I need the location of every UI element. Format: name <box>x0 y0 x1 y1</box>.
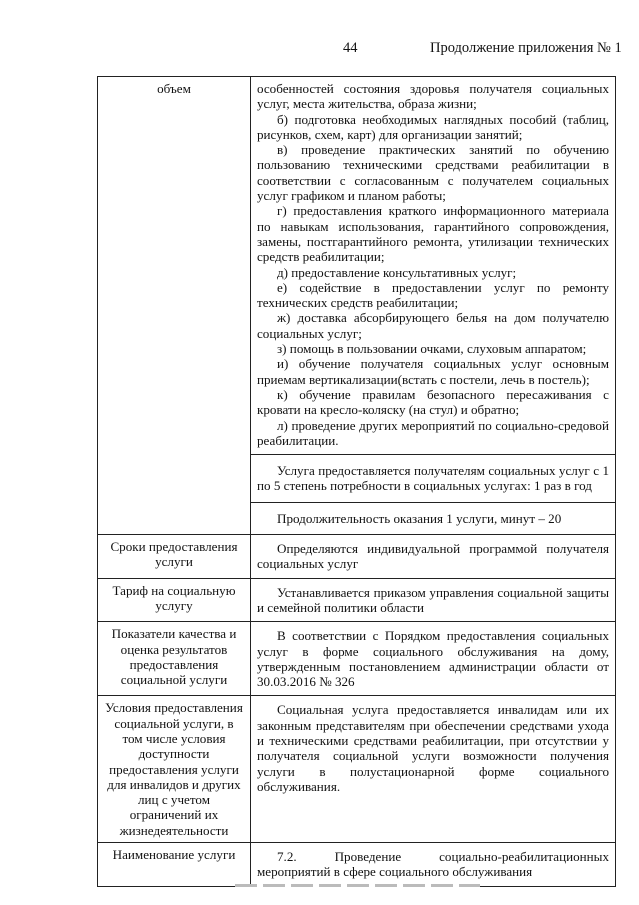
quality-cell <box>251 622 616 696</box>
service-table <box>97 76 616 887</box>
table-row <box>98 622 616 696</box>
list-item: е) содействие в предоставлении услуг по ремонту технических средств реабилитации; <box>257 279 609 311</box>
volume-items <box>251 77 616 455</box>
continuation-header: Продолжение приложения № 1 <box>430 40 622 56</box>
duration-cell <box>251 502 616 534</box>
conditions-cell <box>251 696 616 843</box>
row-label-conditions: Условия предоставления социальной услуги, в том числе условия доступности предоставления услуги для инвалидов и других лиц с учетом ограничений их жизнедеятельности <box>98 696 251 843</box>
page-number: 44 <box>343 40 358 56</box>
list-item: и) обучение получателя социальных услуг основным приемам вертикализации(встать с постели, лечь в постель); <box>257 356 609 387</box>
list-item: б) подготовка необходимых наглядных пособий (таблиц, рисунков, схем, карт) для организации занятий; <box>257 111 609 142</box>
row-label-terms: Сроки предоставления услуги <box>98 535 251 579</box>
row-label-volume: объем <box>98 77 251 535</box>
table-row <box>98 578 616 622</box>
list-item: з) помощь в пользовании очками, слуховым аппаратом; <box>277 341 587 357</box>
row-label-tariff: Тариф на социальную услугу <box>98 578 251 622</box>
table-row <box>98 535 616 579</box>
list-item: г) предоставления краткого информационного материала по навыкам использования, гарантийного сопровождения, замены, постгарантийного ремонта, утилизации технических средств реабилитации; <box>257 203 609 265</box>
list-item: л) проведение других мероприятий по социально-средовой реабилитации. <box>257 417 609 448</box>
frequency-text: Услуга предоставляется получателям социальных услуг с 1 по 5 степень потребности в социальных услугах: 1 раз в год <box>257 463 609 494</box>
service-name-text: 7.2. Проведение социально-реабилитационных мероприятий в сфере социального обслуживания <box>257 849 609 880</box>
row-label-quality: Показатели качества и оценка результатов предоставления социальной услуги <box>98 622 251 696</box>
table-row <box>98 696 616 843</box>
table-row <box>98 843 616 887</box>
conditions-text: Социальная услуга предоставляется инвалидам или их законным представителям при обеспечении средствами ухода и техническими средствами реабилитации, при отсутствии у получателя социальной услуги возможности получения услуги в полустационарной форме социального обслуживания. <box>257 702 609 794</box>
frequency-cell <box>251 455 616 503</box>
scan-artifact-line <box>235 884 480 887</box>
tariff-text: Устанавливается приказом управления социальной защиты и семейной политики области <box>257 584 609 615</box>
list-item: особенностей состояния здоровья получателя социальных услуг, места жительства, образа жизни; <box>257 81 609 112</box>
list-item: ж) доставка абсорбирующего белья на дом получателю социальных услуг; <box>257 310 609 341</box>
name-cell <box>251 843 616 887</box>
terms-text: Определяются индивидуальной программой получателя социальных услуг <box>257 541 609 572</box>
table-row <box>98 77 616 455</box>
terms-cell <box>251 535 616 579</box>
quality-text: В соответствии с Порядком предоставления социальных услуг в форме социального обслуживания на дому, утвержденным постановлением администрации области от 30.03.2016 № 326 <box>257 628 609 690</box>
duration-text: Продолжительность оказания 1 услуги, минут – 20 <box>277 510 562 526</box>
list-item: к) обучение правилам безопасного пересаживания с кровати на кресло-коляску (на стул) и обратно; <box>257 386 609 418</box>
row-label-name: Наименование услуги <box>98 843 251 887</box>
tariff-cell <box>251 578 616 622</box>
list-item: д) предоставление консультативных услуг; <box>277 264 517 280</box>
list-item: в) проведение практических занятий по обучению пользованию техническими средствами реабилитации в соответствии с согласованным с получателем социальных услуг графиком и планом работы; <box>257 142 609 204</box>
